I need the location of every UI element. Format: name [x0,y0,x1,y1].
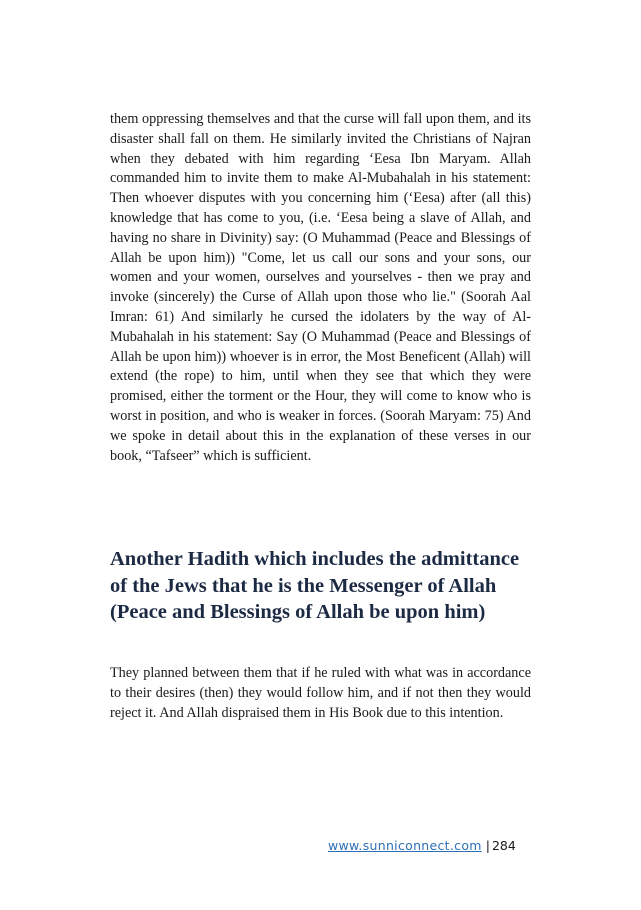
body-paragraph-1: them oppressing themselves and that the curse will fall upon them, and its disaster shall fall on them. He similarly invited the Christians of Najran when they debated with him regarding ‘Eesa Ibn Maryam. Allah commanded him to invite them to make Al-Mubahalah in his statement: Then whoever disputes with you concerning him (‘Eesa) after (all this) knowledge that has come to you, (i.e. ‘Eesa being a slave of Allah, and having no share in Divinity) say: (O Muhammad (Peace and Blessings of Allah be upon him)) "Come, let us call our sons and your sons, our women and your women, ourselves and yourselves - then we pray and invoke (sincerely) the Curse of Allah upon those who lie." (Soorah Aal Imran: 61) And similarly he cursed the idolaters by the way of Al-Mubahalah in his statement: Say (O Muhammad (Peace and Blessings of Allah be upon him)) whoever is in error, the Most Beneficent (Allah) will extend (the rope) to him, until when they see that which they were promised, either the torment or the Hour, they will come to know who is worst in position, and who is weaker in forces. (Soorah Maryam: 75) And we spoke in detail about this in the explanation of these verses in our book, “Tafseer” which is sufficient. [110,111,531,464]
website-link[interactable]: www.sunniconnect.com [328,838,482,853]
page-footer [328,838,516,853]
body-paragraph-2: They planned between them that if he ruled with what was in accordance to their desires (then) they would follow him, and if not then they would reject it. And Allah dispraised them in His Book due to this intention. [110,665,531,721]
section-heading: Another Hadith which includes the admittance of the Jews that he is the Messenger of Allah (Peace and Blessings of Allah be upon him) [110,548,520,623]
footer-separator: | [485,838,490,853]
page-number: 284 [491,838,516,853]
